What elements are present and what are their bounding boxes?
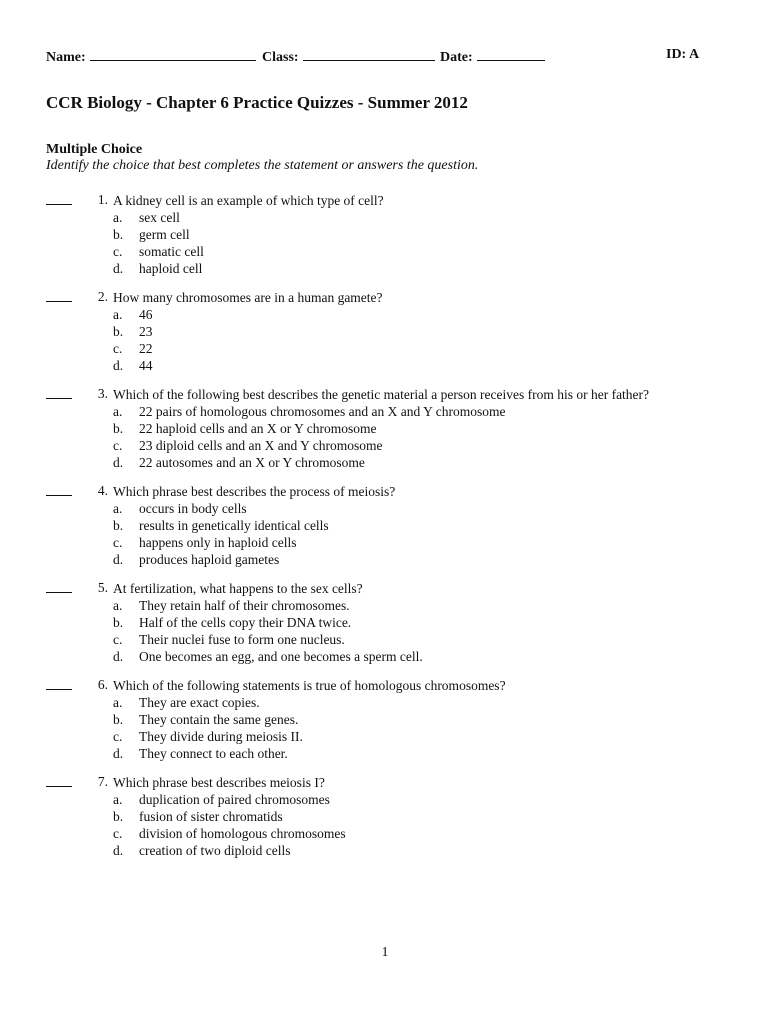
class-field[interactable] — [262, 47, 435, 66]
choice-letter: a. — [113, 501, 123, 516]
question-number: 6. — [97, 677, 108, 692]
question-text: Which phrase best describes meiosis I? — [113, 775, 325, 790]
choice-text: occurs in body cells — [139, 501, 247, 516]
name-label: Name: — [46, 50, 86, 65]
section-instructions: Identify the choice that best completes the statement or answers the question. — [46, 158, 479, 173]
choice-letter: a. — [113, 210, 123, 225]
test-id: ID: A — [666, 47, 700, 62]
choice-letter: d. — [113, 261, 124, 276]
choice-letter: b. — [113, 809, 124, 824]
choice-letter: b. — [113, 518, 124, 533]
answer-blank[interactable] — [46, 495, 72, 496]
answer-blank[interactable] — [46, 301, 72, 302]
choice-text: germ cell — [139, 227, 190, 242]
choice-text: sex cell — [139, 210, 180, 225]
answer-blank[interactable] — [46, 786, 72, 787]
choice-letter: c. — [113, 632, 123, 647]
answer-blank[interactable] — [46, 204, 72, 205]
choice-letter: a. — [113, 307, 123, 322]
choice-text: They contain the same genes. — [139, 712, 299, 727]
choice-letter: b. — [113, 615, 124, 630]
question-text: Which of the following statements is true of homologous chromosomes? — [113, 678, 506, 693]
answer-blank[interactable] — [46, 689, 72, 690]
page-number: 1 — [381, 945, 389, 960]
section-heading: Multiple Choice — [46, 142, 143, 157]
question-number: 5. — [97, 580, 108, 595]
choice-text: 22 haploid cells and an X or Y chromosome — [139, 421, 377, 436]
choice-text: fusion of sister chromatids — [139, 809, 283, 824]
choice-letter: c. — [113, 826, 123, 841]
choice-letter: d. — [113, 552, 124, 567]
choice-letter: b. — [113, 227, 124, 242]
choice-text: They divide during meiosis II. — [139, 729, 303, 744]
choice-text: Half of the cells copy their DNA twice. — [139, 615, 352, 630]
choice-text: One becomes an egg, and one becomes a sperm cell. — [139, 649, 423, 664]
choice-text: 22 pairs of homologous chromosomes and an X and Y chromosome — [139, 404, 506, 419]
choice-text: somatic cell — [139, 244, 204, 259]
choice-text: creation of two diploid cells — [139, 843, 291, 858]
choice-text: happens only in haploid cells — [139, 535, 297, 550]
question-text: Which phrase best describes the process of meiosis? — [113, 484, 396, 499]
choice-letter: d. — [113, 843, 124, 858]
choice-letter: a. — [113, 598, 123, 613]
choice-letter: d. — [113, 358, 124, 373]
choice-letter: c. — [113, 438, 123, 453]
date-field[interactable] — [440, 47, 545, 66]
question-text: A kidney cell is an example of which type of cell? — [113, 193, 384, 208]
choice-letter: c. — [113, 535, 123, 550]
choice-text: 23 diploid cells and an X and Y chromosome — [139, 438, 383, 453]
choice-letter: b. — [113, 421, 124, 436]
choice-letter: d. — [113, 649, 124, 664]
choice-text: 46 — [139, 307, 153, 322]
choice-letter: b. — [113, 712, 124, 727]
page-title: CCR Biology - Chapter 6 Practice Quizzes - Summer 2012 — [46, 93, 468, 112]
choice-text: They retain half of their chromosomes. — [139, 598, 350, 613]
date-label: Date: — [440, 50, 473, 65]
choice-text: division of homologous chromosomes — [139, 826, 346, 841]
choice-letter: b. — [113, 324, 124, 339]
choice-letter: c. — [113, 244, 123, 259]
choice-text: duplication of paired chromosomes — [139, 792, 330, 807]
choice-text: 22 — [139, 341, 153, 356]
choice-letter: c. — [113, 729, 123, 744]
choice-letter: d. — [113, 455, 124, 470]
question-number: 4. — [97, 483, 108, 498]
question-text: At fertilization, what happens to the sex cells? — [113, 581, 363, 596]
choice-letter: a. — [113, 792, 123, 807]
choice-text: Their nuclei fuse to form one nucleus. — [139, 632, 345, 647]
choice-text: They connect to each other. — [139, 746, 288, 761]
answer-blank[interactable] — [46, 592, 72, 593]
date-blank-line[interactable] — [477, 47, 545, 61]
choice-letter: a. — [113, 695, 123, 710]
choice-text: 23 — [139, 324, 153, 339]
question-number: 1. — [97, 192, 108, 207]
choice-text: 44 — [139, 358, 153, 373]
choice-letter: a. — [113, 404, 123, 419]
name-field[interactable] — [46, 47, 256, 66]
question-text: How many chromosomes are in a human gamete? — [113, 290, 383, 305]
name-blank-line[interactable] — [90, 47, 256, 61]
choice-letter: c. — [113, 341, 123, 356]
question-number: 2. — [97, 289, 108, 304]
choice-text: They are exact copies. — [139, 695, 260, 710]
choice-text: produces haploid gametes — [139, 552, 280, 567]
class-label: Class: — [262, 50, 299, 65]
choice-text: results in genetically identical cells — [139, 518, 329, 533]
class-blank-line[interactable] — [303, 47, 435, 61]
question-number: 3. — [97, 386, 108, 401]
answer-blank[interactable] — [46, 398, 72, 399]
question-text: Which of the following best describes the genetic material a person receives from his or her father? — [113, 387, 650, 402]
choice-text: 22 autosomes and an X or Y chromosome — [139, 455, 365, 470]
choice-text: haploid cell — [139, 261, 203, 276]
question-number: 7. — [97, 774, 108, 789]
choice-letter: d. — [113, 746, 124, 761]
